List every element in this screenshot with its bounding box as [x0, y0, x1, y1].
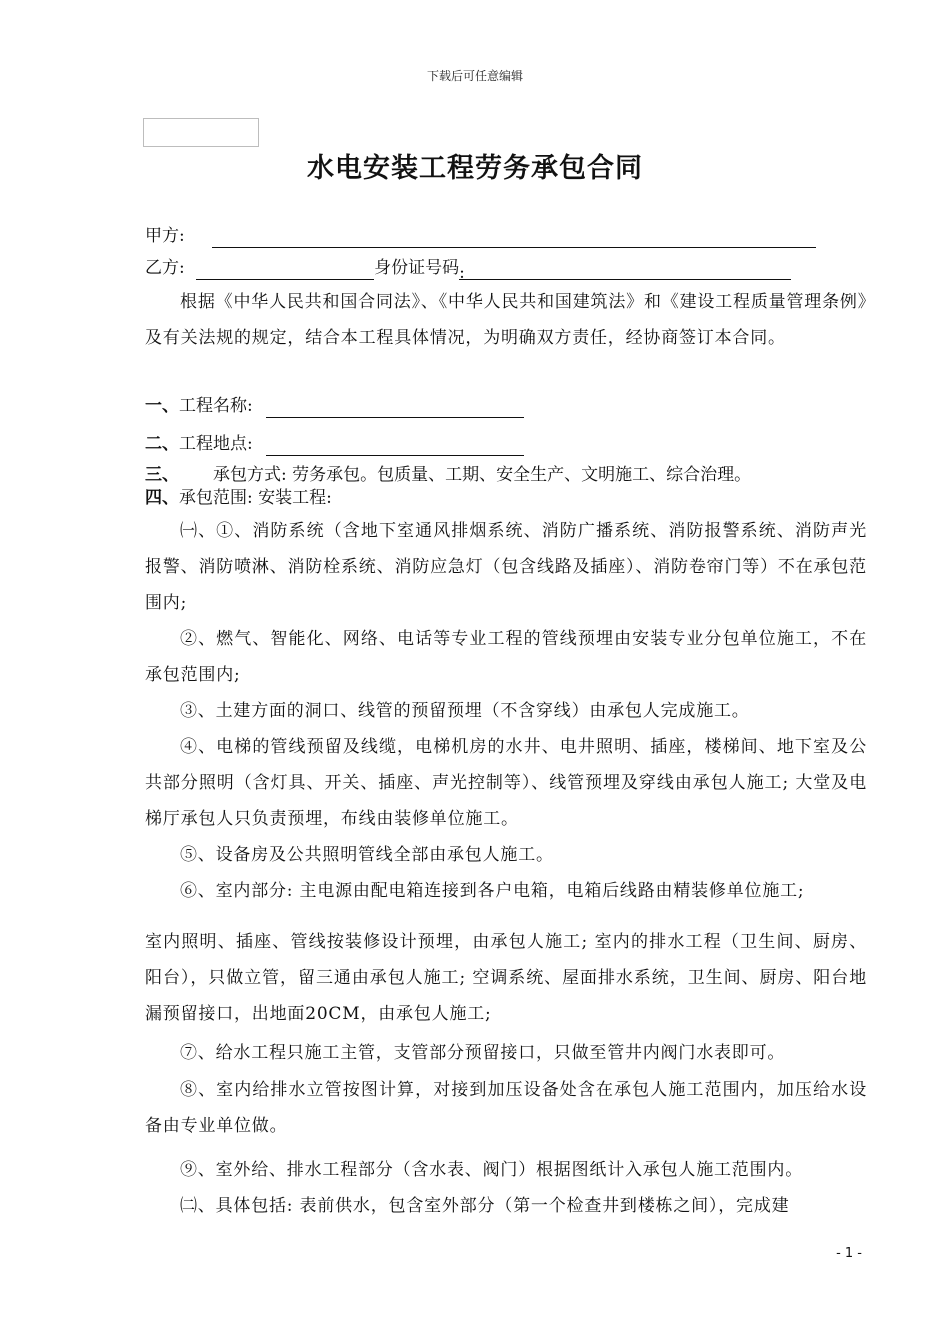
- section-2-label: 工程地点:: [179, 434, 253, 454]
- item-6: ⑥、室内部分: 主电源由配电箱连接到各户电箱，电箱后线路由精装修单位施工;: [180, 881, 805, 901]
- id-number-field[interactable]: [459, 261, 791, 283]
- project-location-field[interactable]: [266, 437, 524, 456]
- section-3-number: 三、: [145, 465, 179, 485]
- item-4: ④、电梯的管线预留及线缆，电梯机房的水井、电井照明、插座，楼梯间、地下室及公共部分照明（含灯具、开关、插座、声光控制等）、线管预埋及穿线由承包人施工; 大堂及电梯厅承包人只负责预埋，布线由装修单位施工。: [145, 737, 867, 829]
- section-2-line: [145, 432, 524, 456]
- section-1-number: 一、: [145, 396, 179, 416]
- item-5: ⑤、设备房及公共照明管线全部由承包人施工。: [180, 845, 554, 865]
- party-a-line: [145, 224, 816, 248]
- header-note: 下载后可任意编辑: [426, 69, 523, 83]
- id-colon: :: [459, 263, 465, 283]
- party-b-label: 乙方:: [145, 258, 185, 278]
- item-10: ㈡、具体包括: 表前供水，包含室外部分（第一个检查井到楼栋之间），完成建: [180, 1196, 790, 1216]
- item-8: ⑧、室内给排水立管按图计算，对接到加压设备处含在承包人施工范围内，加压给水设备由专业单位做。: [145, 1080, 867, 1136]
- item-3: ③、土建方面的洞口、线管的预留预埋（不含穿线）由承包人完成施工。: [180, 701, 750, 721]
- party-a-field[interactable]: [212, 229, 816, 248]
- item-9: ⑨、室外给、排水工程部分（含水表、阀门）根据图纸计入承包人施工范围内。: [180, 1160, 803, 1180]
- blank-box: [143, 118, 259, 147]
- section-1-line: [145, 394, 524, 418]
- party-b-line: [145, 256, 791, 283]
- section-3-text: 承包方式: 劳务承包。包质量、工期、安全生产、文明施工、综合治理。: [213, 465, 752, 485]
- section-4-line: [145, 486, 332, 510]
- party-b-field[interactable]: [196, 261, 374, 280]
- document-title: 水电安装工程劳务承包合同: [307, 153, 643, 184]
- page-number: - 1 -: [836, 1246, 862, 1261]
- party-a-label: 甲方:: [145, 226, 185, 246]
- section-4-number: 四、: [145, 488, 179, 508]
- section-3-line: [145, 463, 751, 487]
- item-7: ⑦、给水工程只施工主管，支管部分预留接口，只做至管井内阀门水表即可。: [180, 1043, 786, 1063]
- item-2: ②、燃气、智能化、网络、电话等专业工程的管线预埋由安装专业分包单位施工，不在承包范围内;: [145, 629, 867, 685]
- item-6-continued: 室内照明、插座、管线按装修设计预埋，由承包人施工; 室内的排水工程（卫生间、厨房、阳台），只做立管，留三通由承包人施工; 空调系统、屋面排水系统，卫生间、厨房、阳台地漏预留接口，出地面20CM，由承包人施工;: [145, 932, 867, 1024]
- intro-paragraph: 根据《中华人民共和国合同法》、《中华人民共和国建筑法》和《建设工程质量管理条例》及有关法规的规定，结合本工程具体情况，为明确双方责任，经协商签订本合同。: [145, 292, 867, 348]
- project-name-field[interactable]: [266, 399, 524, 418]
- section-2-number: 二、: [145, 434, 179, 454]
- item-1: ㈠、①、消防系统（含地下室通风排烟系统、消防广播系统、消防报警系统、消防声光报警、消防喷淋、消防栓系统、消防应急灯（包含线路及插座）、消防卷帘门等）不在承包范围内;: [145, 521, 867, 613]
- id-label: 身份证号码: [374, 258, 460, 278]
- section-4-text: 承包范围: 安装工程:: [179, 488, 332, 508]
- section-1-label: 工程名称:: [179, 396, 253, 416]
